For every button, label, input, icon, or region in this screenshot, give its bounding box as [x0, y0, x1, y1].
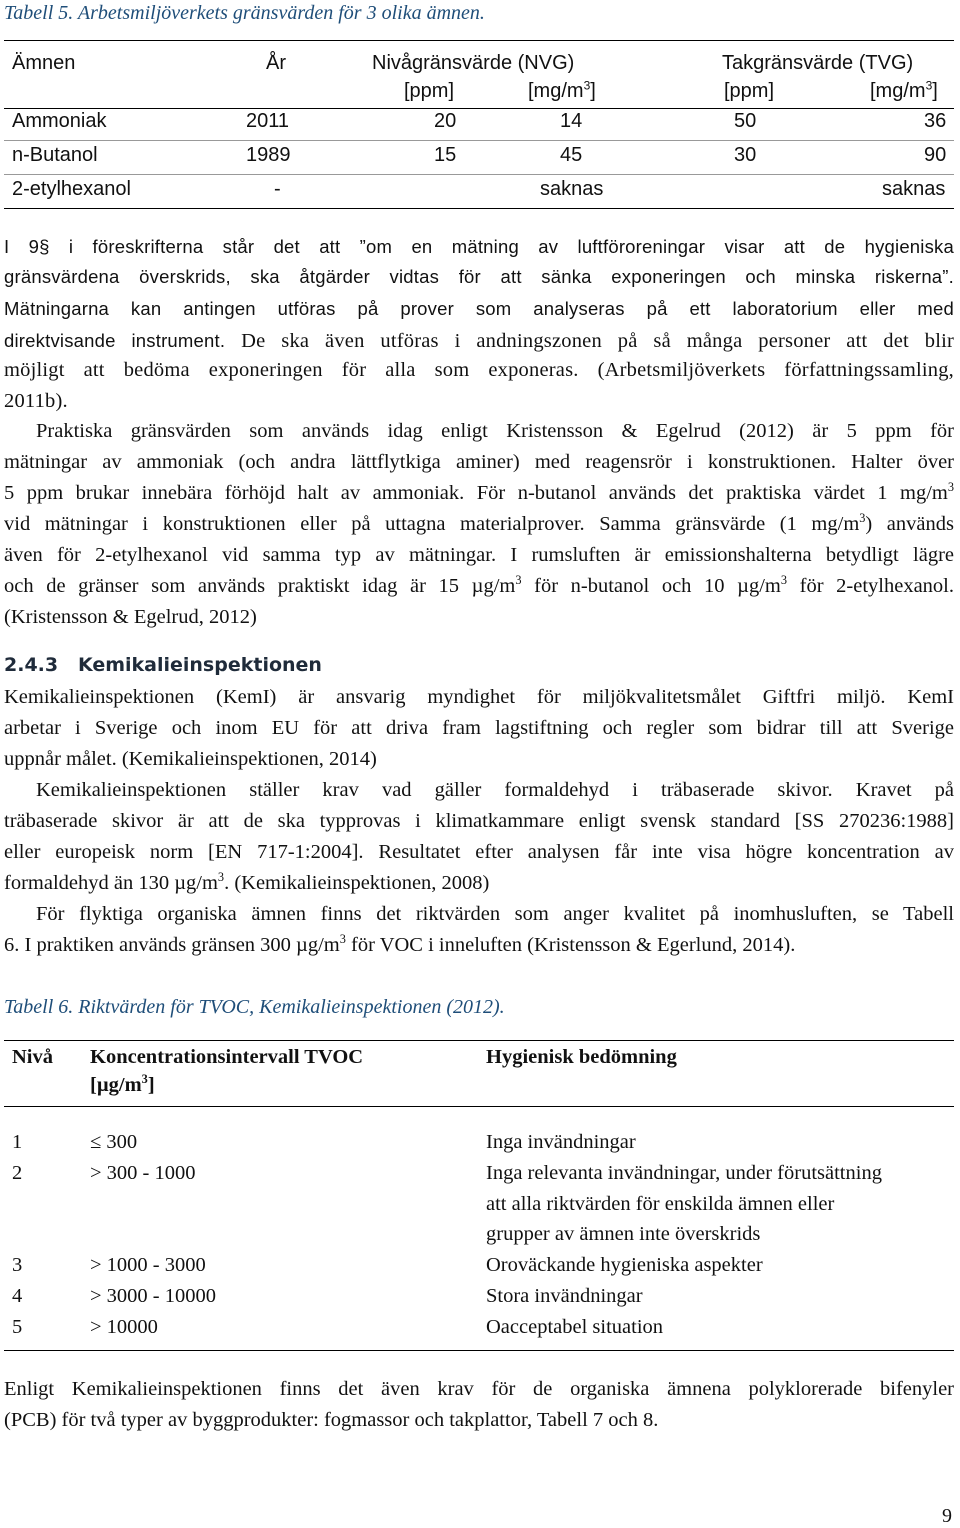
cell-bedomning: Oacceptabel situation	[486, 1316, 664, 1338]
text-line: Kemikalieinspektionen ställer krav vad gäller formaldehyd i träbaserade skivor. Kravet på	[36, 779, 954, 801]
table5-header-amne: Ämnen	[12, 52, 76, 74]
unit-text: [mg/m	[870, 80, 926, 102]
table6-header-bedomning: Hygienisk bedömning	[486, 1046, 677, 1068]
table6-header-niva: Nivå	[12, 1046, 53, 1068]
cell-bedomning: grupper av ämnen inte överskrids	[486, 1223, 761, 1245]
table6-top-rule	[4, 1040, 954, 1041]
cell-niva: 1	[12, 1131, 23, 1153]
cell-amne: 2-etylhexanol	[12, 178, 131, 200]
text-span: direktvisande instrument.	[4, 330, 226, 351]
text-span: för n-butanol och 10 µg/m	[521, 575, 781, 597]
text-line	[4, 872, 954, 895]
table5-caption: Tabell 5. Arbetsmiljöverkets gränsvärden för 3 olika ämnen.	[4, 2, 485, 24]
unit-sup: 3	[141, 1072, 148, 1087]
text-line: uppnår målet. (Kemikalieinspektionen, 2014)	[4, 748, 377, 770]
cell-tvg-ppm: 30	[734, 144, 757, 166]
cell-niva: 4	[12, 1285, 23, 1307]
unit-close: ]	[590, 80, 596, 102]
cell-nvg-mg: 45	[560, 144, 583, 166]
row-divider	[4, 174, 954, 175]
cell-ar: -	[274, 178, 281, 200]
cell-nvg-mg: saknas	[540, 178, 604, 200]
superscript: 3	[339, 934, 346, 947]
table6-header-konc-unit	[90, 1074, 155, 1097]
table5-header-row2	[4, 80, 954, 110]
text-span: för 2-etylhexanol.	[787, 575, 954, 597]
superscript: 3	[515, 575, 522, 588]
superscript: 3	[859, 513, 866, 526]
unit-text: [µg/m	[90, 1074, 142, 1096]
cell-bedomning: Oroväckande hygieniska aspekter	[486, 1254, 763, 1276]
unit-sup: 3	[925, 78, 933, 93]
text-span: ) används	[865, 513, 954, 535]
text-span: formaldehyd än 130 µg/m	[4, 872, 218, 894]
text-line	[4, 575, 954, 598]
text-line: Enligt Kemikalieinspektionen finns det även krav för de organiska ämnena polyklorerade bifenyler	[4, 1378, 954, 1400]
table5-bottom-rule	[4, 208, 954, 209]
cell-konc: > 300 - 1000	[90, 1162, 196, 1184]
cell-tvg-mg: 36	[924, 110, 947, 132]
cell-ar: 1989	[246, 144, 291, 166]
text-span: för VOC i inneluften (Kristensson & Egerlund, 2014).	[345, 934, 796, 956]
text-span: vid mätningar i konstruktionen eller på uttagna materialprover. Samma gränsvärde (1 mg/m	[4, 513, 860, 535]
cell-konc: > 3000 - 10000	[90, 1285, 217, 1307]
cell-konc: > 1000 - 3000	[90, 1254, 206, 1276]
text-line: Kemikalieinspektionen (KemI) är ansvarig myndighet för miljökvalitetsmålet Giftfri miljö. KemI	[4, 686, 954, 708]
cell-nvg-ppm: 20	[434, 110, 457, 132]
text-line: I 9§ i föreskrifterna står det att ”om en mätning av luftföroreningar visar att de hygieniska	[4, 236, 954, 257]
cell-nvg-mg: 14	[560, 110, 583, 132]
cell-amne: n-Butanol	[12, 144, 98, 166]
unit-sup: 3	[583, 78, 591, 93]
text-line: Mätningarna kan antingen utföras på prover som analyseras på ett laboratorium eller med	[4, 298, 954, 319]
superscript: 3	[947, 482, 954, 495]
text-span: De ska även utföras i andningszonen på så många personer att det blir	[241, 330, 954, 352]
text-line: mätningar av ammoniak (och andra lättflytkiga aminer) med reagensrör i konstruktionen. Halter över	[4, 451, 954, 473]
cell-konc: > 10000	[90, 1316, 158, 1338]
table6-header-rule	[4, 1106, 954, 1107]
table6-header-konc: Koncentrationsintervall TVOC	[90, 1046, 364, 1068]
cell-niva: 2	[12, 1162, 23, 1184]
text-line	[4, 482, 954, 505]
table5-header-nvg-ppm: [ppm]	[404, 80, 455, 102]
superscript: 3	[217, 872, 225, 885]
table5-header-rule	[4, 108, 954, 109]
table5-header-ar: År	[266, 52, 286, 74]
text-line: gränsvärdena överskrids, ska åtgärder vidtas för att sänka exponeringen och minska riskerna”.	[4, 266, 954, 287]
table-row	[4, 178, 954, 208]
table5-top-rule	[4, 40, 954, 41]
section-heading: 2.4.3 Kemikalieinspektionen	[4, 654, 322, 676]
table5-header-tvg-ppm: [ppm]	[724, 80, 775, 102]
table6-bottom-rule	[4, 1350, 954, 1351]
cell-bedomning: Inga invändningar	[486, 1131, 636, 1153]
text-span: 6. I praktiken används gränsen 300 µg/m	[4, 934, 340, 956]
table-row	[4, 144, 954, 174]
table6-caption: Tabell 6. Riktvärden för TVOC, Kemikalieinspektionen (2012).	[4, 996, 505, 1018]
cell-nvg-ppm: 15	[434, 144, 457, 166]
text-line: möjligt att bedöma exponeringen för alla som exponeras. (Arbetsmiljöverkets författningssamling,	[4, 359, 954, 381]
cell-tvg-mg: 90	[924, 144, 947, 166]
text-line	[4, 934, 954, 957]
cell-bedomning: att alla riktvärden för enskilda ämnen eller	[486, 1193, 835, 1215]
text-line: 2011b).	[4, 390, 68, 412]
table5-header-nvg-mg	[528, 80, 596, 103]
text-line: (Kristensson & Egelrud, 2012)	[4, 606, 257, 628]
cell-bedomning: Stora invändningar	[486, 1285, 643, 1307]
text-line	[4, 513, 954, 536]
table5-header-tvg: Takgränsvärde (TVG)	[722, 52, 914, 74]
unit-close: ]	[932, 80, 938, 102]
cell-amne: Ammoniak	[12, 110, 107, 132]
table-row	[4, 110, 954, 140]
text-span: 5 ppm brukar innebära förhöjd halt av ammoniak. För n-butanol används det praktiska värdet 1 mg/m	[4, 482, 948, 504]
unit-close: ]	[147, 1074, 155, 1096]
unit-text: [mg/m	[528, 80, 584, 102]
text-span: . (Kemikalieinspektionen, 2008)	[224, 872, 490, 894]
table5-header-row1	[4, 52, 954, 82]
cell-konc: ≤ 300	[90, 1131, 138, 1153]
text-line	[4, 330, 954, 353]
text-line: träbaserade skivor är att de ska typprovas i klimatkammare enligt svensk standard [SS 270236:1988]	[4, 810, 954, 832]
text-line: arbetar i Sverige och inom EU för att driva fram lagstiftning och regler som bidrar till att Sverige	[4, 717, 954, 739]
text-line: För flyktiga organiska ämnen finns det riktvärden som anger kvalitet på inomhusluften, se Tabell	[36, 903, 954, 925]
table5-header-tvg-mg	[870, 80, 938, 103]
table5-header-nvg: Nivågränsvärde (NVG)	[372, 52, 575, 74]
cell-ar: 2011	[246, 110, 290, 132]
text-line: (PCB) för två typer av byggprodukter: fogmassor och takplattor, Tabell 7 och 8.	[4, 1409, 659, 1431]
cell-niva: 3	[12, 1254, 23, 1276]
text-line: eller europeisk norm [EN 717-1:2004]. Resultatet efter analysen får inte visa högre koncentration av	[4, 841, 954, 863]
text-span: och de gränser som används praktiskt idag är 15 µg/m	[4, 575, 516, 597]
text-line: Praktiska gränsvärden som används idag enligt Kristensson & Egelrud (2012) är 5 ppm för	[36, 420, 954, 442]
cell-bedomning: Inga relevanta invändningar, under förutsättning	[486, 1162, 882, 1184]
cell-tvg-mg: saknas	[882, 178, 946, 200]
row-divider	[4, 140, 954, 141]
page-number: 9	[942, 1505, 952, 1527]
superscript: 3	[780, 575, 788, 588]
text-line: även för 2-etylhexanol vid samma typ av mätningar. I rumsluften är emissionshalterna betydligt lägre	[4, 544, 954, 566]
cell-niva: 5	[12, 1316, 23, 1338]
cell-tvg-ppm: 50	[734, 110, 757, 132]
